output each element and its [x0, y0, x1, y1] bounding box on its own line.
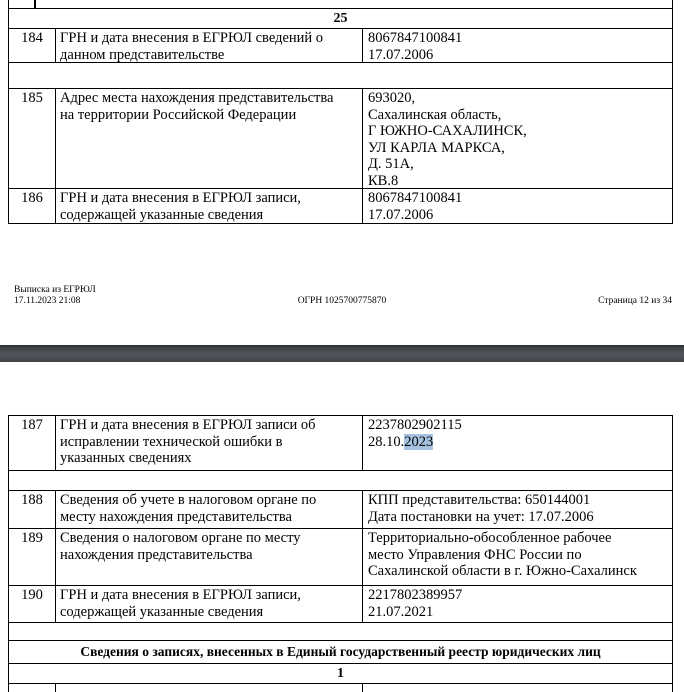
footer-timestamp: 17.11.2023 21:08	[14, 296, 81, 306]
text-line	[368, 434, 670, 451]
row-label-cell	[56, 416, 363, 470]
text-line: 2237802902115	[368, 417, 462, 433]
table-row-189	[9, 529, 672, 586]
text-line: 8067847100841	[368, 30, 463, 46]
text-line: Сахалинской области в г. Южно-Сахалинск	[368, 563, 637, 579]
row-label-cell	[56, 529, 363, 585]
row-value-cell	[363, 29, 672, 62]
row-value-cell	[363, 189, 672, 223]
text-line: Г ЮЖНО-САХАЛИНСК,	[368, 123, 527, 139]
table-row-185	[9, 89, 672, 189]
row-number: 186	[9, 189, 56, 223]
text-line: Дата постановки на учет: 17.07.2006	[368, 508, 594, 525]
row-number: 185	[9, 89, 56, 188]
text-line: содержащей указанные сведения	[60, 206, 264, 223]
row-label-cell	[56, 29, 363, 62]
text-line: исправлении технической ошибки в	[60, 433, 283, 450]
section-number: 1	[337, 666, 344, 681]
spacer-row	[9, 63, 672, 89]
date-prefix: 28.10.	[368, 433, 405, 450]
spacer-row	[9, 623, 672, 641]
spacer-row	[9, 471, 672, 491]
row-number: 190	[9, 586, 56, 622]
text-line: ГРН и дата внесения в ЕГРЮЛ записи об	[60, 417, 316, 433]
text-line: 17.07.2006	[368, 46, 434, 62]
table-row-187	[9, 416, 672, 471]
row-value-cell	[363, 586, 672, 622]
row-number: 189	[9, 529, 56, 585]
text-line: УЛ КАРЛА МАРКСА,	[368, 139, 505, 156]
page-separator-bar	[0, 345, 684, 362]
row-number: 184	[9, 29, 56, 62]
section-number-row	[9, 664, 672, 684]
text-line: Сахалинская область,	[368, 106, 502, 123]
row-value-cell	[363, 416, 672, 470]
search-highlight: 2023	[404, 433, 434, 450]
row-value-cell	[363, 529, 672, 585]
page2-table	[8, 415, 673, 692]
row-label-cell	[56, 189, 363, 223]
section-header-row	[9, 641, 672, 664]
group-number-row	[9, 9, 672, 29]
row-label-cell	[56, 89, 363, 188]
row-label-cell	[56, 586, 363, 622]
text-line: на территории Российской Федерации	[60, 106, 297, 123]
row-label-cell	[56, 491, 363, 528]
row-number: 187	[9, 416, 56, 470]
row-number: 188	[9, 491, 56, 528]
section-header: Сведения о записях, внесенных в Единый государственный реестр юридических лиц	[80, 644, 601, 659]
footer-ogrn: ОГРН 1025700775870	[297, 296, 387, 306]
text-line: данном представительстве	[60, 46, 225, 62]
text-line: Д. 51А,	[368, 156, 414, 172]
table-row-190	[9, 586, 672, 623]
text-line: 693020,	[368, 90, 416, 106]
text-line: ГРН и дата внесения в ЕГРЮЛ записи,	[60, 190, 301, 206]
text-line: ГРН и дата внесения в ЕГРЮЛ сведений о	[60, 30, 324, 46]
text-line: 21.07.2021	[368, 603, 434, 620]
text-line: ГРН и дата внесения в ЕГРЮЛ записи,	[60, 587, 301, 603]
page1-table	[8, 8, 673, 224]
text-line: Сведения об учете в налоговом органе по	[60, 492, 317, 508]
text-line: 17.07.2006	[368, 206, 434, 223]
text-line: Сведения о налоговом органе по месту	[60, 530, 301, 546]
text-line: КПП представительства: 650144001	[368, 492, 591, 508]
text-line: указанных сведениях	[60, 450, 192, 466]
text-line: место Управления ФНС России по	[368, 546, 582, 563]
text-line: 2217802389957	[368, 587, 463, 603]
text-line: нахождения представительства	[60, 546, 253, 563]
text-line: Территориально-обособленное рабочее	[368, 530, 612, 546]
footer-doc-title: Выписка из ЕГРЮЛ	[14, 285, 96, 295]
text-line: месту нахождения представительства	[60, 508, 292, 525]
row-value-cell	[363, 89, 672, 188]
table-row-186	[9, 189, 672, 223]
group-number: 25	[333, 11, 348, 26]
table-row-188	[9, 491, 672, 529]
text-line: КВ.8	[368, 172, 399, 188]
footer-page-indicator: Страница 12 из 34	[598, 296, 672, 306]
table-row-184	[9, 29, 672, 63]
text-line: содержащей указанные сведения	[60, 603, 264, 620]
row-value-cell	[363, 491, 672, 528]
text-line: Адрес места нахождения представительства	[60, 90, 334, 106]
text-line: 8067847100841	[368, 190, 463, 206]
